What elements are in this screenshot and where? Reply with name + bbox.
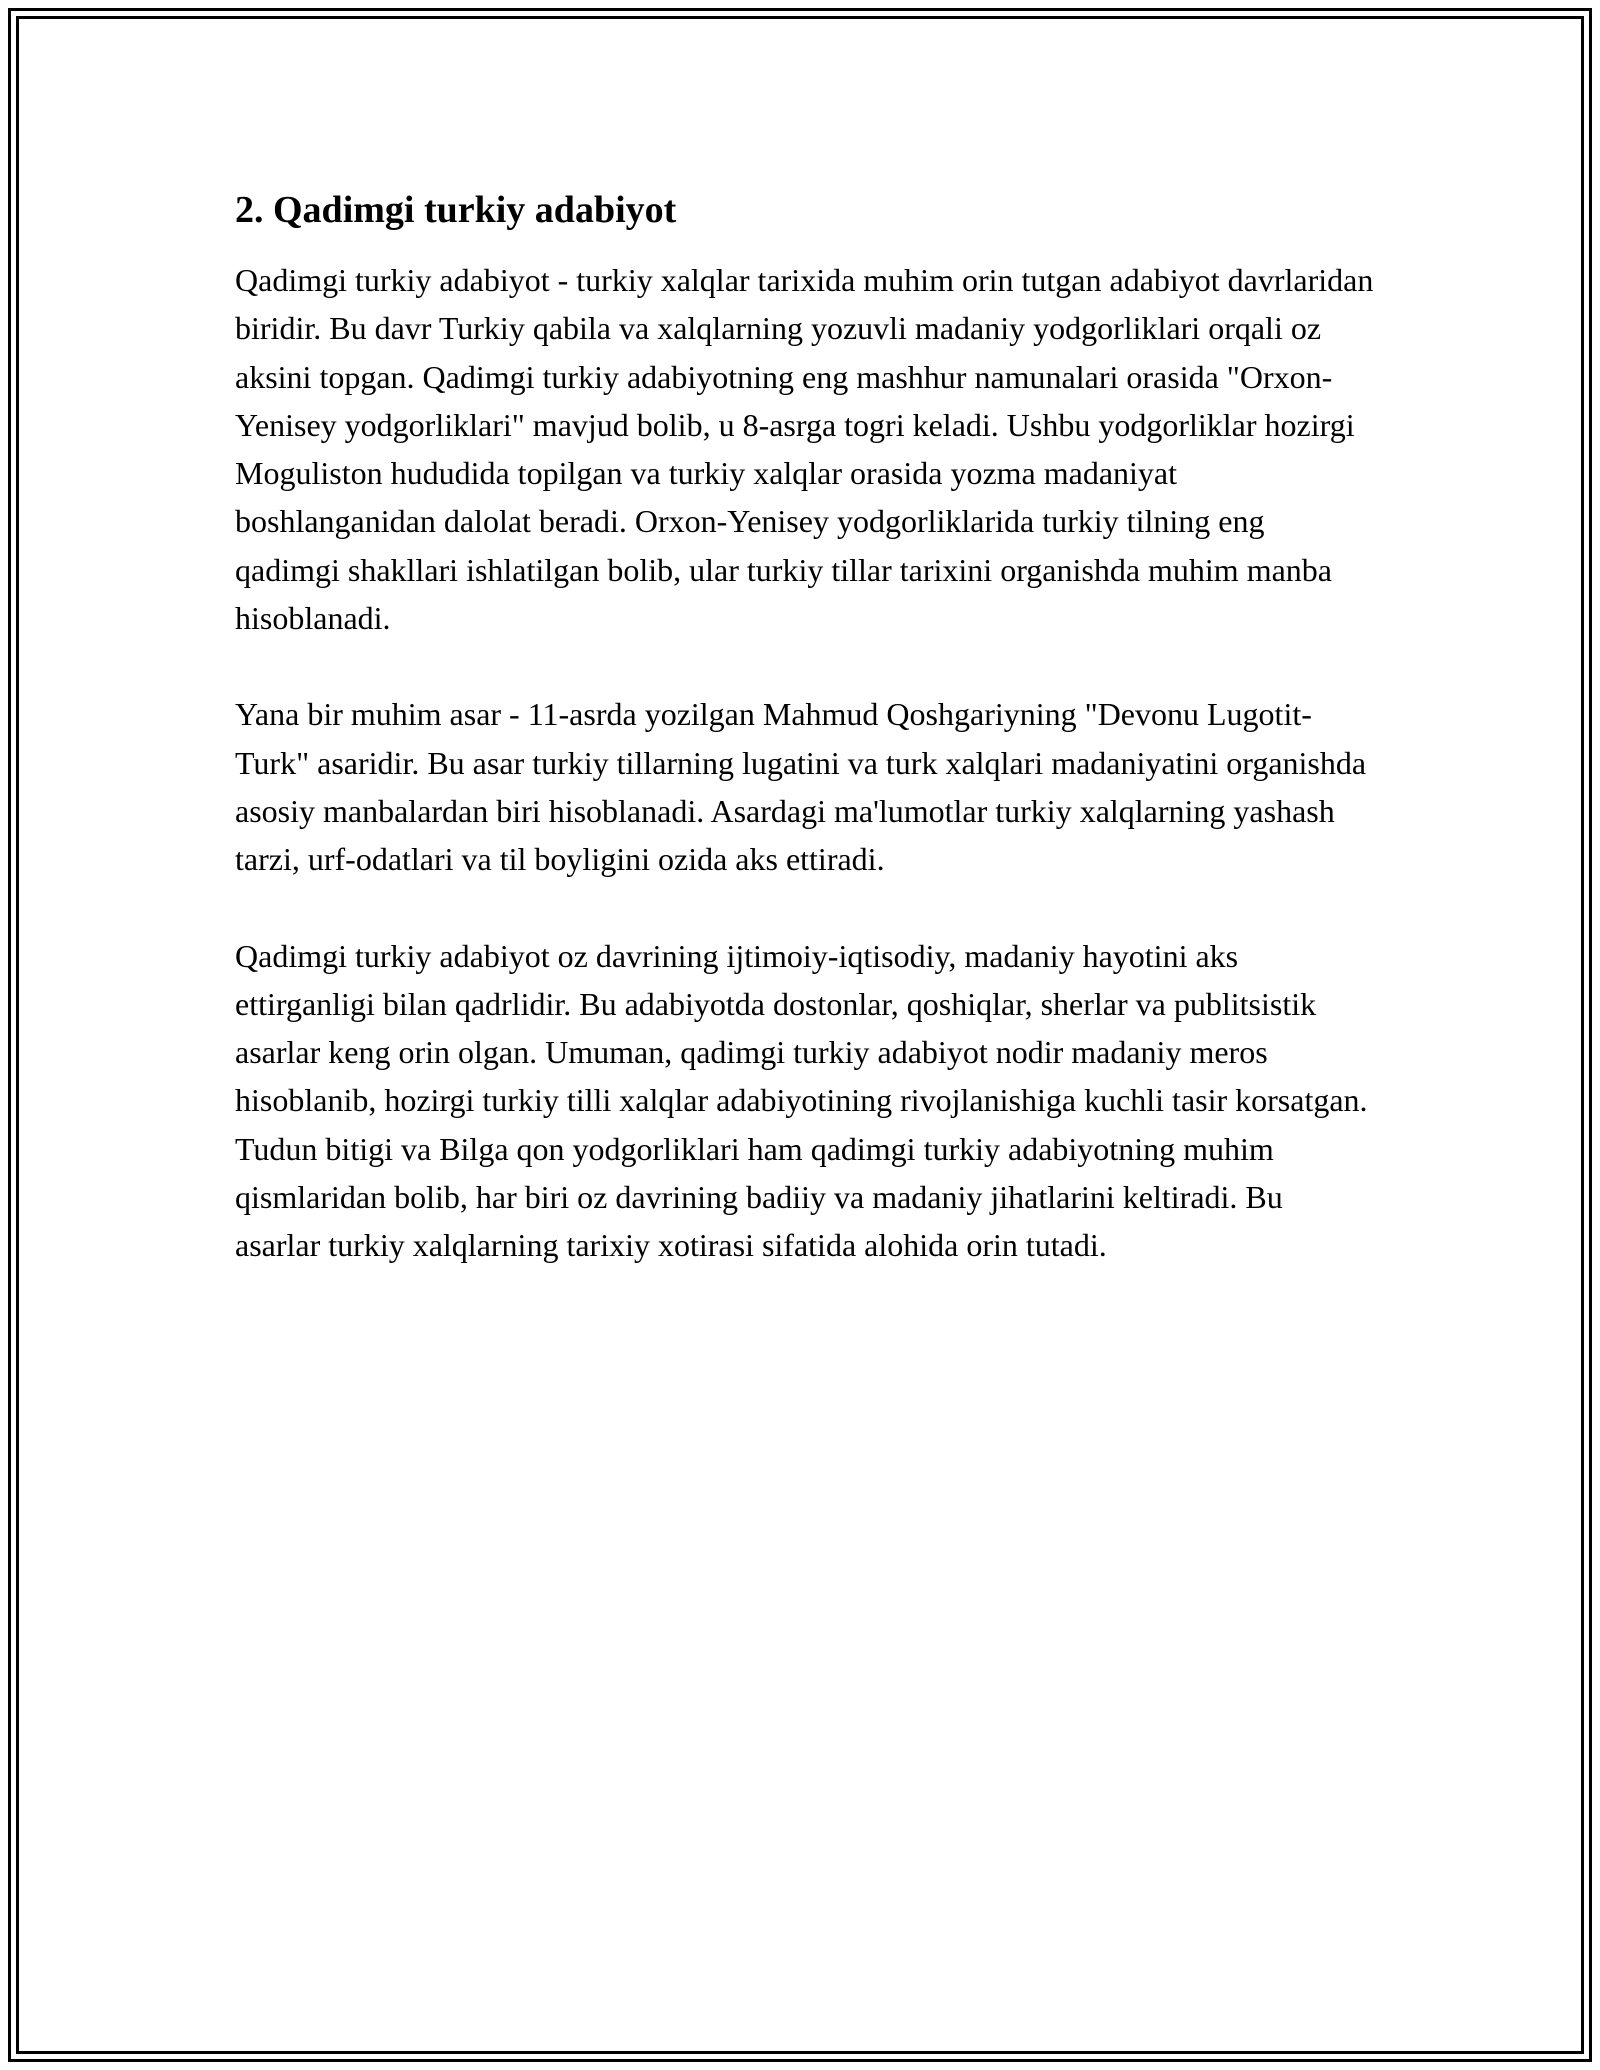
document-content <box>235 186 1375 1318</box>
paragraph-orxon-yenisey: Qadimgi turkiy adabiyot - turkiy xalqlar tarixida muhim orin tutgan adabiyot davrlaridan biridir. Bu davr Turkiy qabila va xalqlarning yozuvli madaniy yodgorliklari orqali oz aksini topgan. Qadimgi turkiy adabiyotning eng mashhur namunalari orasida "Orxon-Yenisey yodgorliklari" mavjud bolib, u 8-asrga togri keladi. Ushbu yodgorliklar hozirgi Moguliston hududida topilgan va turkiy xalqlar orasida yozma madaniyat boshlanganidan dalolat beradi. Orxon-Yenisey yodgorliklarida turkiy tilning eng qadimgi shakllari ishlatilgan bolib, ular turkiy tillar tarixini organishda muhim manba hisoblanadi. <box>235 262 1374 637</box>
paragraph-significance: Qadimgi turkiy adabiyot oz davrining ijtimoiy-iqtisodiy, madaniy hayotini aks ettirganligi bilan qadrlidir. Bu adabiyotda dostonlar, qoshiqlar, sherlar va publitsistik asarlar keng orin olgan. Umuman, qadimgi turkiy adabiyot nodir madaniy meros hisoblanib, hozirgi turkiy tilli xalqlar adabiyotining rivojlanishiga kuchli tasir korsatgan. Tudun bitigi va Bilga qon yodgorliklari ham qadimgi turkiy adabiyotning muhim qismlaridan bolib, har biri oz davrining badiiy va madaniy jihatlarini keltiradi. Bu asarlar turkiy xalqlarning tarixiy xotirasi sifatida alohida orin tutadi. <box>235 937 1368 1264</box>
paragraph-devonu-lugotit-turk: Yana bir muhim asar - 11-asrda yozilgan Mahmud Qoshgariyning "Devonu Lugotit-Turk" asaridir. Bu asar turkiy tillarning lugatini va turk xalqlari madaniyatini organishda asosiy manbalardan biri hisoblanadi. Asardagi ma'lumotlar turkiy xalqlarning yashash tarzi, urf-odatlari va til boyligini ozida aks ettiradi. <box>235 696 1367 878</box>
section-heading: 2. Qadimgi turkiy adabiyot <box>235 189 677 231</box>
